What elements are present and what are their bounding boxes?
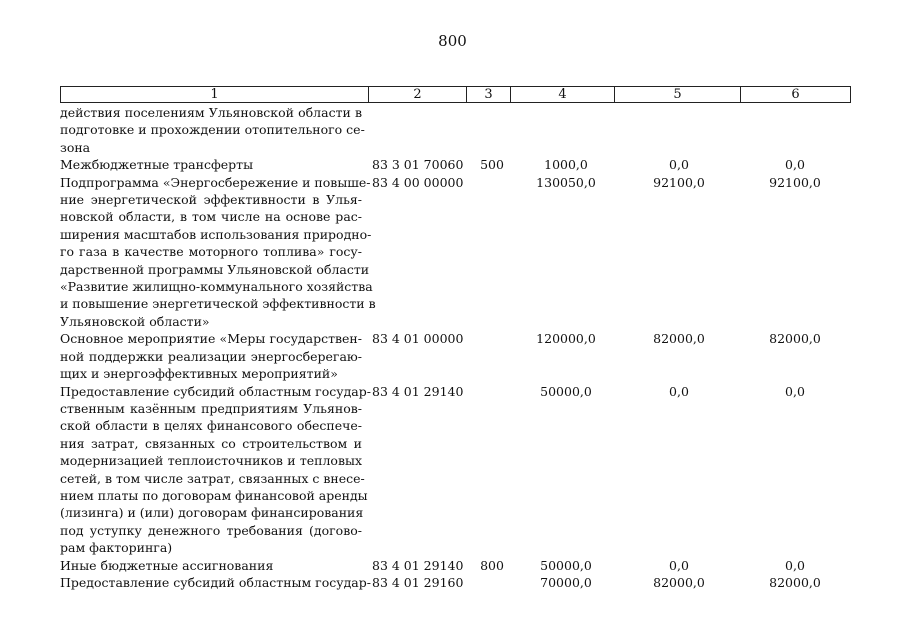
description-line: и повышение энергетической эффективности в [60,296,376,312]
row-code: 83 4 01 00000 [372,331,464,347]
description-line: модернизацией теплоисточников и тепловых [60,453,362,469]
page-number: 800 [438,32,467,50]
header-col-2: 2 [369,87,467,103]
row-code: 83 4 01 29140 [372,557,464,573]
row-value-col4: 1000,0 [544,157,588,173]
row-value-col5: 0,0 [669,383,689,399]
row-value-col6: 92100,0 [769,174,821,190]
row-description [60,383,371,557]
row-value-col4: 120000,0 [536,331,596,347]
header-col-3: 3 [467,87,511,103]
header-col-6: 6 [741,87,851,103]
budget-rows [60,104,850,591]
description-line: Межбюджетные трансферты [60,157,254,173]
row-value-col5: 92100,0 [653,174,705,190]
row-description [60,156,368,173]
row-type: 500 [480,157,504,173]
row-description [60,174,376,331]
row-type: 800 [480,557,504,573]
row-value-col6: 0,0 [785,157,805,173]
description-line: Подпрограмма «Энергосбережение и повыше- [60,174,371,190]
header-col-5: 5 [615,87,741,103]
row-description [60,104,368,156]
description-line: Предоставление субсидий областным государ- [60,574,371,590]
description-line: зона [60,139,91,155]
description-line: подготовке и прохождении отопительного се- [60,122,365,138]
row-value-col4: 50000,0 [540,383,592,399]
header-col-4: 4 [511,87,615,103]
table-row [60,156,850,173]
row-description [60,330,368,382]
description-line: ной поддержки реализации энергосберегаю- [60,348,362,364]
description-line: щих и энергоэффективных мероприятий» [60,366,338,382]
description-line: ской области в целях финансового обеспече- [60,418,362,434]
description-line: Ульяновской области» [60,313,210,329]
row-description [60,574,371,591]
header-col-1: 1 [61,87,369,103]
description-line: под уступку денежного требования (догово- [60,522,362,538]
description-line: Предоставление субсидий областным государ- [60,383,371,399]
row-value-col5: 82000,0 [653,331,705,347]
row-code: 83 4 00 00000 [372,174,464,190]
table-row [60,330,850,382]
description-line: дарственной программы Ульяновской области [60,261,370,277]
header-row [61,87,851,103]
description-line: Иные бюджетные ассигнования [60,557,274,573]
description-line: Основное мероприятие «Меры государствен- [60,331,362,347]
description-line: ния затрат, связанных со строительством и [60,435,362,451]
row-code: 83 3 01 70060 [372,157,464,173]
description-line: ственным казённым предприятиям Ульянов- [60,400,362,416]
description-line: действия поселениям Ульяновской области в [60,105,362,120]
row-value-col6: 0,0 [785,557,805,573]
description-line: го газа в качестве моторного топлива» госу- [60,244,362,260]
table-row [60,574,850,591]
description-line: нием платы по договорам финансовой аренды [60,487,368,503]
description-line: ширения масштабов использования природно- [60,226,372,242]
row-value-col6: 82000,0 [769,331,821,347]
row-value-col5: 82000,0 [653,574,705,590]
column-number-header [60,86,851,103]
row-value-col4: 130050,0 [536,174,596,190]
row-value-col6: 82000,0 [769,574,821,590]
row-value-col5: 0,0 [669,157,689,173]
description-line: рам факторинга) [60,540,173,556]
table-row [60,383,850,557]
row-value-col4: 70000,0 [540,574,592,590]
description-line: новской области, в том числе на основе рас- [60,209,362,225]
description-line: «Развитие жилищно-коммунального хозяйства [60,279,373,295]
row-value-col5: 0,0 [669,557,689,573]
row-value-col4: 50000,0 [540,557,592,573]
row-description [60,557,368,574]
row-code: 83 4 01 29140 [372,383,464,399]
table-row [60,174,850,331]
description-line: ние энергетической эффективности в Улья- [60,192,362,208]
description-line: (лизинга) и (или) договорам финансирования [60,505,364,521]
row-value-col6: 0,0 [785,383,805,399]
row-code: 83 4 01 29160 [372,574,464,590]
description-line: сетей, в том числе затрат, связанных с внесе- [60,470,365,486]
table-row [60,557,850,574]
table-row [60,104,850,156]
